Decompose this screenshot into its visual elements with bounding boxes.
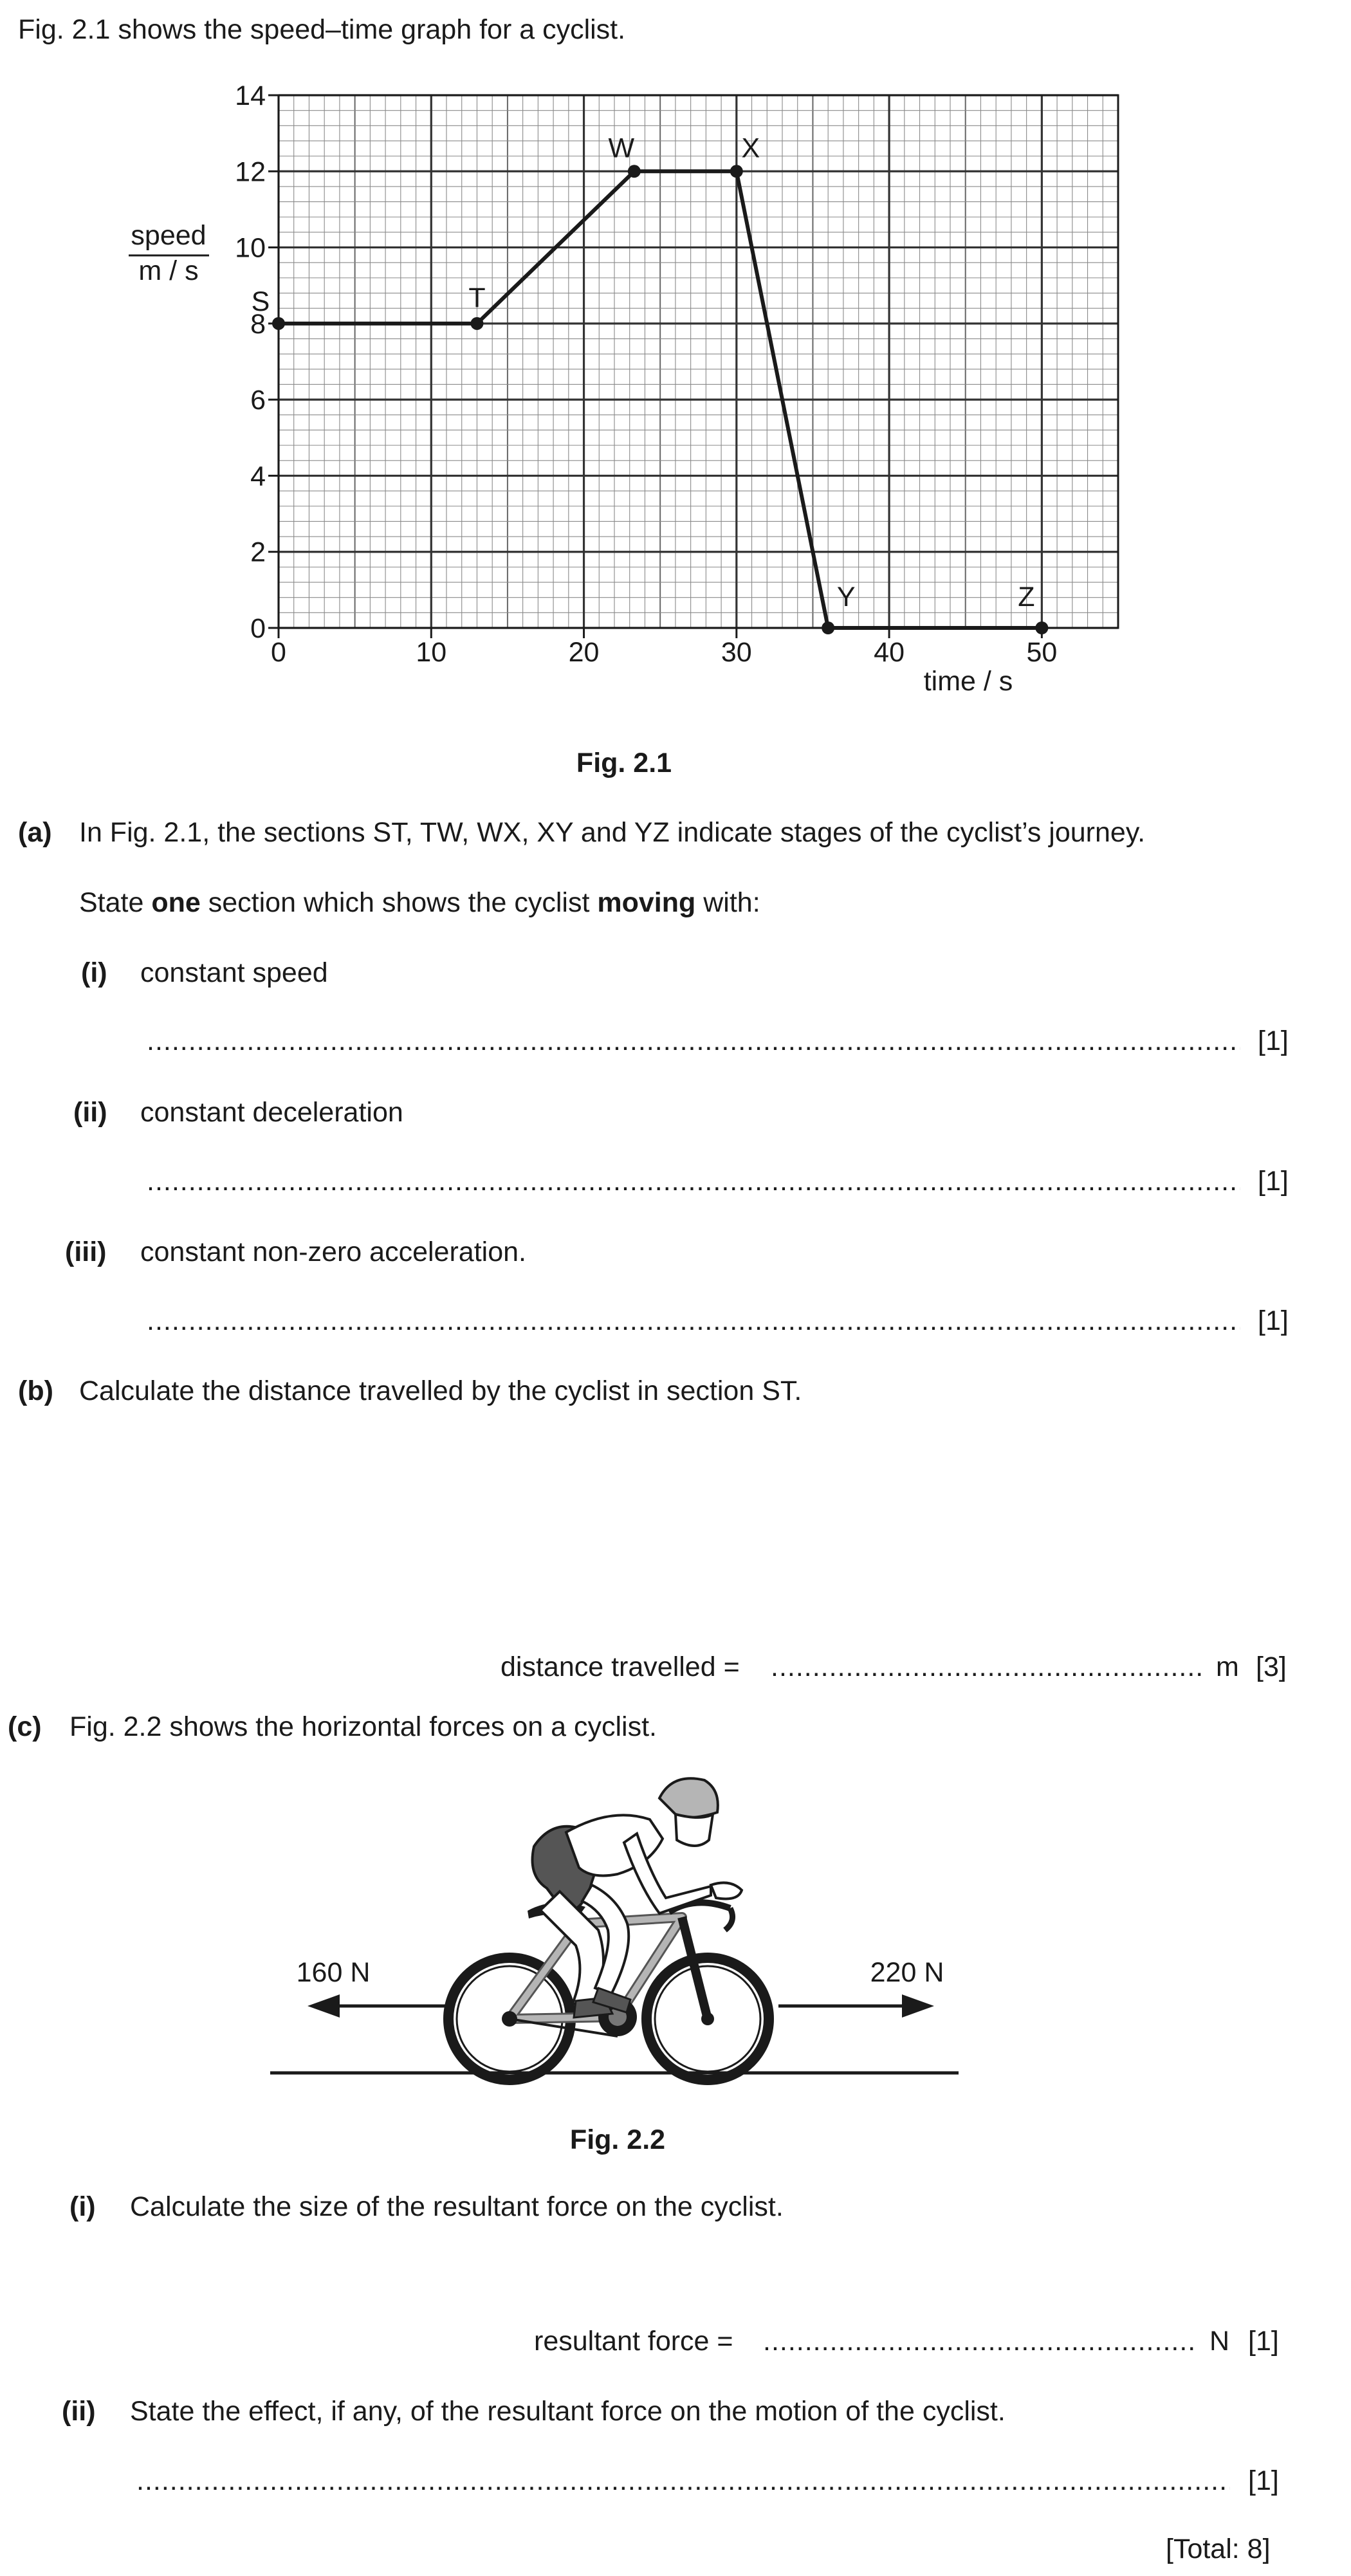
force-right-label: 220 N (870, 1957, 944, 1988)
fig1-caption: Fig. 2.1 (576, 748, 672, 778)
mark-a-i: [1] (1258, 1026, 1289, 1056)
y-tick-label: 6 (250, 385, 266, 416)
plot-border (279, 95, 1118, 628)
y-axis-label-bottom: m / s (138, 255, 199, 286)
part-c-i-text: Calculate the size of the resultant force on the cyclist. (130, 2191, 784, 2222)
distance-answer-label: distance travelled = (501, 1651, 740, 1682)
part-c-label: (c) (8, 1711, 42, 1742)
resultant-force-unit: N (1209, 2326, 1230, 2357)
x-tick-label: 20 (568, 637, 600, 668)
part-a-label: (a) (18, 817, 52, 848)
part-a-iii-text: constant non-zero acceleration. (140, 1237, 526, 1267)
answer-line-a-ii[interactable] (147, 1164, 1240, 1198)
data-point (730, 165, 743, 178)
part-c-ii-text: State the effect, if any, of the resultant force on the motion of the cyclist. (130, 2396, 1006, 2427)
intro-text: Fig. 2.1 shows the speed–time graph for a cyclist. (18, 14, 626, 45)
part-a-text: In Fig. 2.1, the sections ST, TW, WX, XY and YZ indicate stages of the cyclist’s journey. (79, 817, 1146, 848)
mark-b: [3] (1256, 1651, 1287, 1682)
distance-answer-line[interactable] (771, 1650, 1202, 1684)
mark-c-i: [1] (1248, 2326, 1279, 2357)
x-tick-label: 40 (874, 637, 905, 668)
data-point (1035, 621, 1048, 634)
y-tick-label: 2 (250, 537, 266, 568)
data-point (628, 165, 641, 178)
resultant-force-label: resultant force = (534, 2326, 733, 2357)
part-a-i-text: constant speed (140, 957, 328, 988)
y-tick-label: 4 (250, 461, 266, 492)
point-label: X (741, 133, 760, 164)
right-force-arrow (778, 1994, 934, 2018)
total-marks: [Total: 8] (1166, 2534, 1271, 2564)
point-label: T (468, 282, 486, 313)
part-a-i-label: (i) (81, 957, 107, 988)
point-label: Y (836, 582, 856, 612)
fig2-caption: Fig. 2.2 (569, 2124, 666, 2155)
part-b-text: Calculate the distance travelled by the cyclist in section ST. (79, 1375, 802, 1406)
y-axis-label-top: speed (131, 220, 207, 251)
part-a-instruction: State one section which shows the cyclist moving with: (79, 887, 760, 918)
part-a-ii-label: (ii) (73, 1097, 107, 1128)
data-point (470, 317, 483, 330)
x-tick-label: 10 (416, 637, 447, 668)
part-a-iii-label: (iii) (65, 1237, 107, 1267)
left-force-arrow (308, 1994, 450, 2018)
answer-line-c-ii[interactable] (136, 2464, 1230, 2498)
y-tick-label: 12 (235, 156, 266, 188)
point-label: S (251, 286, 270, 317)
data-point (822, 621, 834, 634)
part-b-label: (b) (18, 1375, 53, 1406)
x-tick-label: 30 (721, 637, 752, 668)
mark-c-ii: [1] (1248, 2465, 1279, 2496)
force-left-label: 160 N (296, 1957, 371, 1988)
x-tick-label: 50 (1026, 637, 1058, 668)
x-tick-label: 0 (271, 637, 286, 668)
cyclist-forces-figure (257, 1763, 978, 2097)
part-a-ii-text: constant deceleration (140, 1097, 403, 1128)
answer-line-a-iii[interactable] (147, 1304, 1240, 1338)
y-tick-label: 0 (250, 613, 266, 644)
part-c-ii-label: (ii) (62, 2396, 96, 2427)
x-axis-label: time / s (923, 666, 1013, 697)
part-c-text: Fig. 2.2 shows the horizontal forces on a cyclist. (69, 1711, 657, 1742)
answer-line-a-i[interactable] (147, 1024, 1240, 1058)
point-label: W (608, 133, 635, 164)
y-tick-label: 10 (235, 232, 266, 264)
mark-a-iii: [1] (1258, 1305, 1289, 1336)
mark-a-ii: [1] (1258, 1166, 1289, 1197)
part-c-i-label: (i) (69, 2191, 96, 2222)
distance-unit: m (1216, 1651, 1239, 1682)
speed-time-graph (0, 71, 1351, 708)
resultant-force-answer-line[interactable] (763, 2324, 1194, 2358)
y-tick-label: 14 (235, 80, 266, 111)
point-label: Z (1018, 582, 1035, 612)
y-tick-label: 8 (250, 308, 266, 340)
data-point (272, 317, 285, 330)
